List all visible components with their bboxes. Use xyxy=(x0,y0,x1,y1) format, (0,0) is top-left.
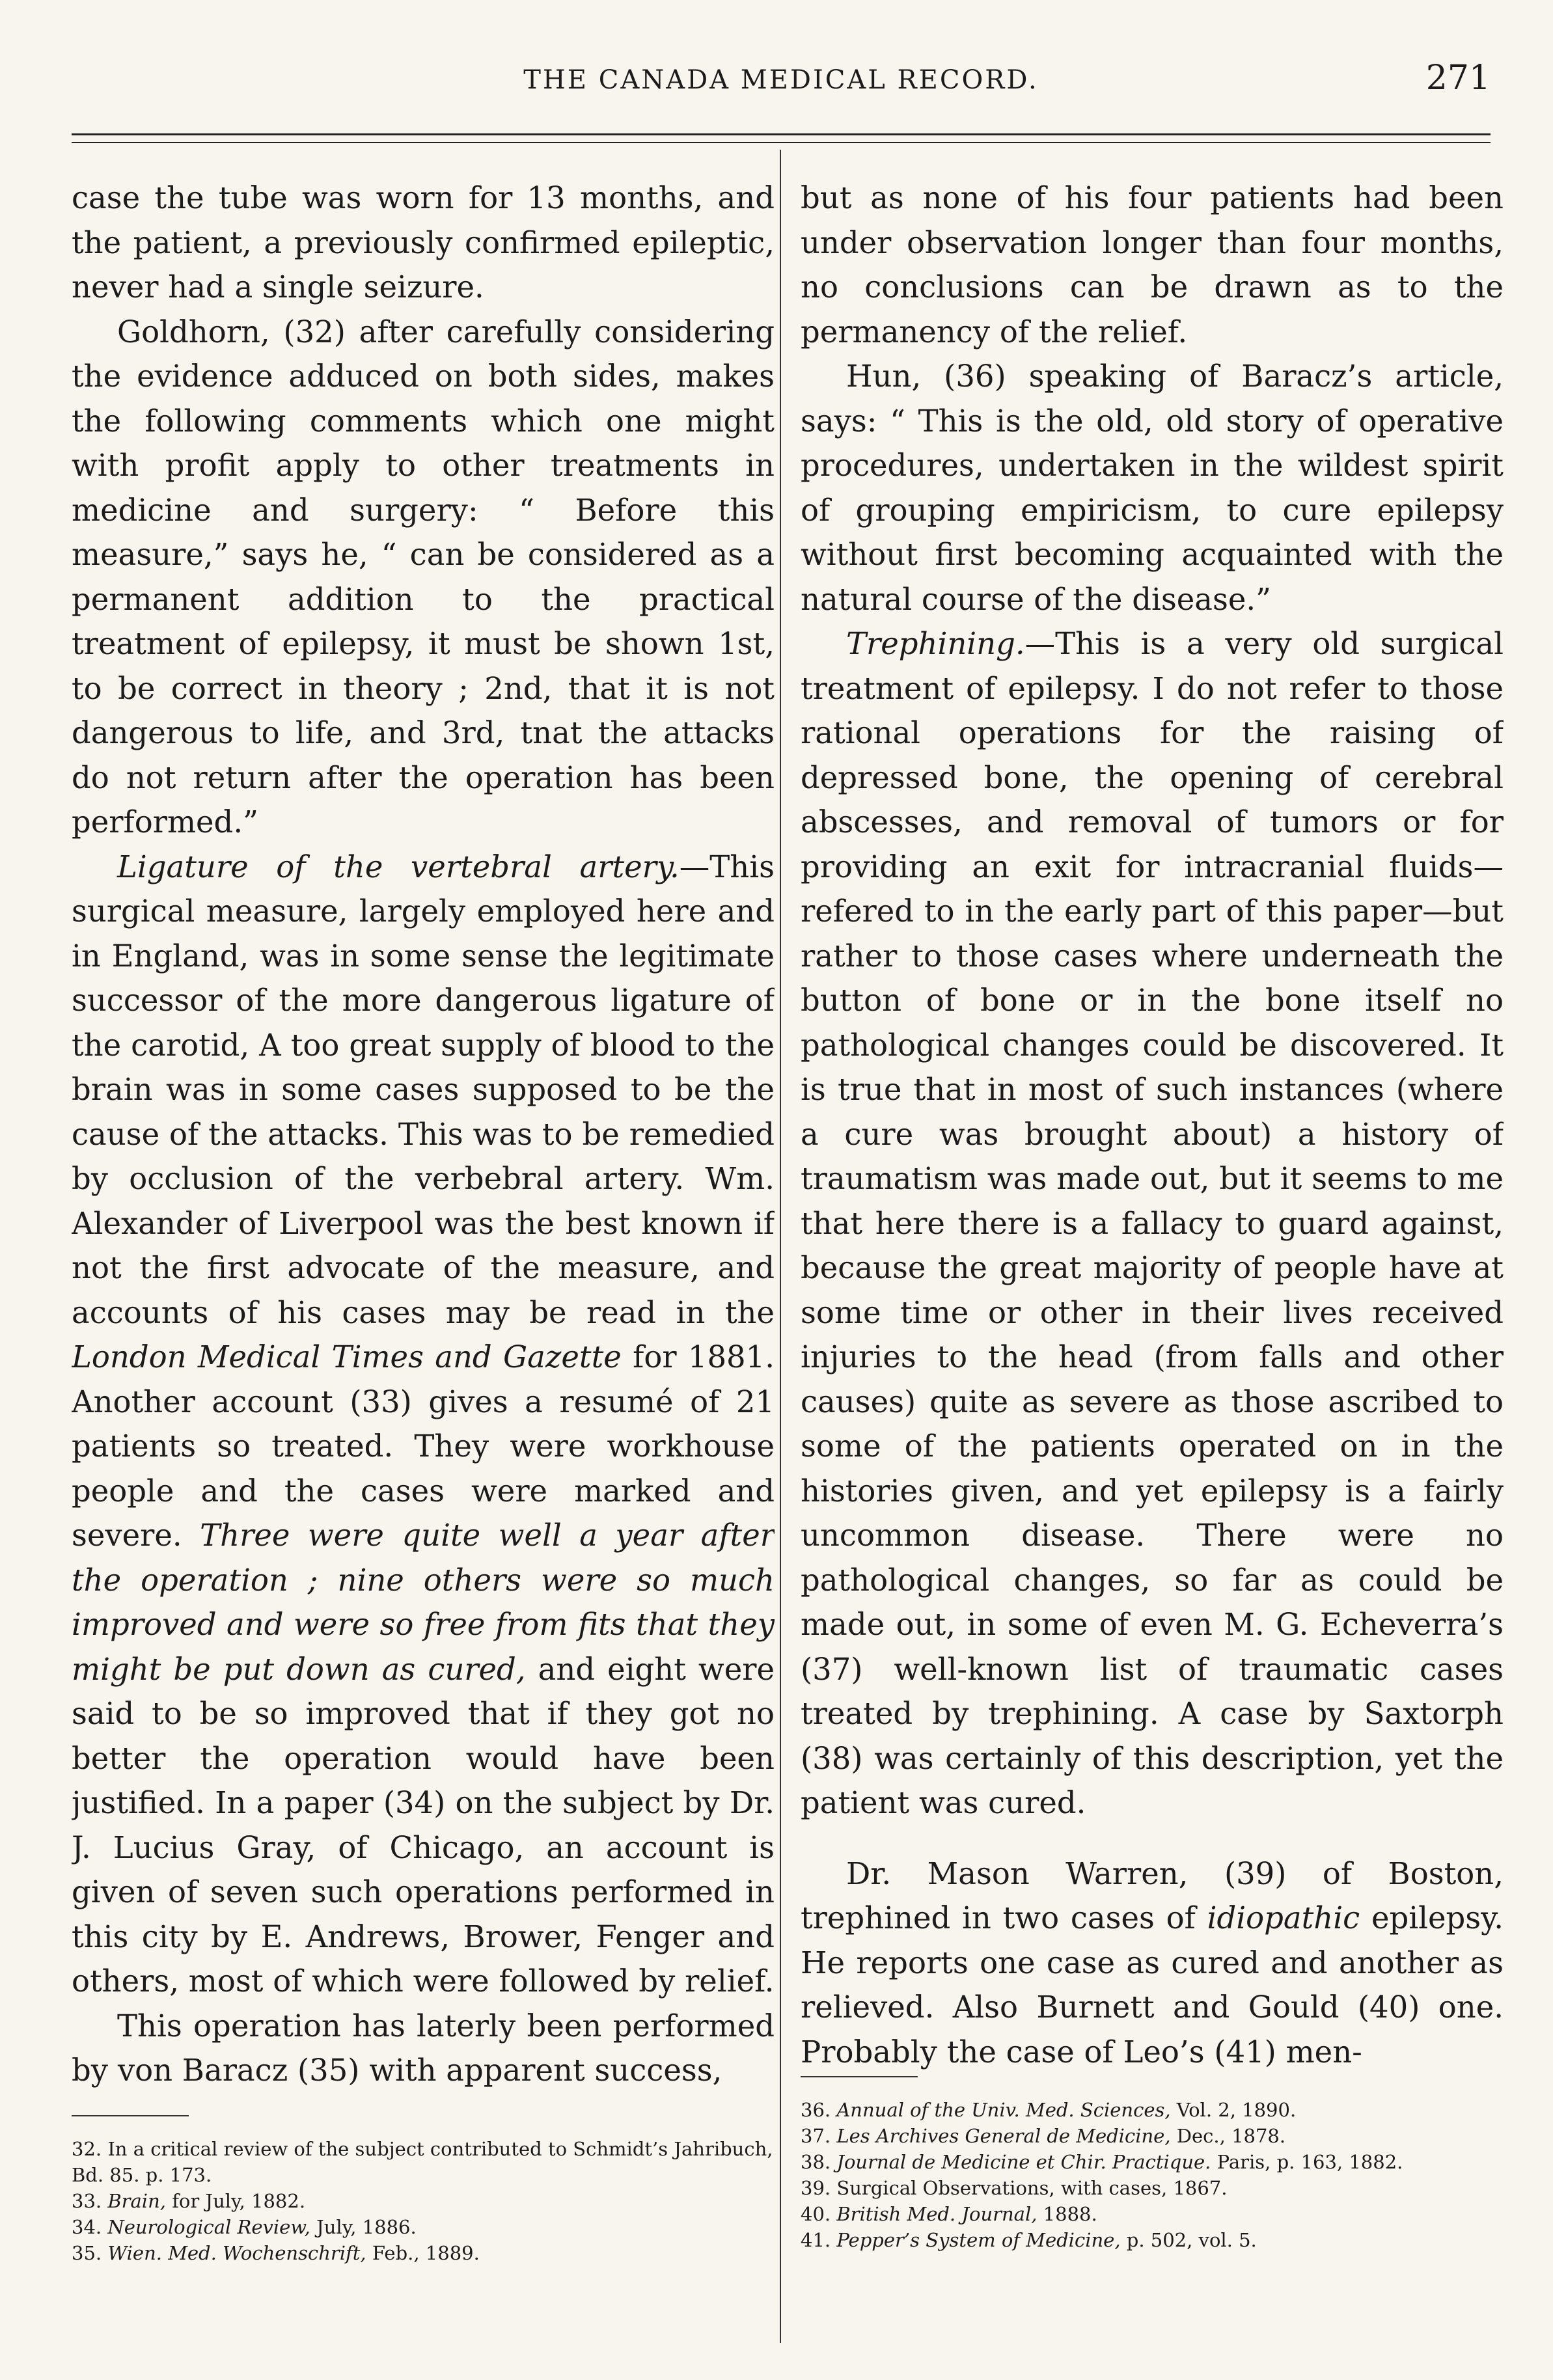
footnote: 36. Annual of the Univ. Med. Sciences, Vol. 2, 1890. xyxy=(801,2099,1297,2121)
left-footnotes xyxy=(72,2115,775,2266)
column-divider xyxy=(780,150,781,2343)
footnote: 38. Journal de Medicine et Chir. Practique. Paris, p. 163, 1882. xyxy=(801,2151,1403,2173)
left-body xyxy=(72,176,775,2093)
footnote: 41. Pepper’s System of Medicine, p. 502, vol. 5. xyxy=(801,2229,1257,2251)
journal-title: London Medical Times and Gazette xyxy=(72,1339,622,1375)
section-heading: Trephining. xyxy=(846,626,1025,661)
footnote: 35. Wien. Med. Wochenschrift, Feb., 1889. xyxy=(72,2242,480,2264)
footnote: 37. Les Archives General de Medicine, Dec., 1878. xyxy=(801,2125,1286,2147)
paragraph: Hun, (36) speaking of Baracz’s article, says: “ This is the old, old story of operative procedures, undertaken in the wildest spirit of grouping empiricism, to cure epilepsy without first becoming acquainted with the natural course of the disease.” xyxy=(801,359,1504,617)
right-body xyxy=(801,176,1504,2074)
paragraph: Trephining.—This is a very old surgical treatment of epilepsy. I do not refer to those rational operations for the raising of depressed bone, the opening of cerebral abscesses, and removal of tumors or for providing an exit for intracranial fluids—refered to in the early part of this paper—but rather to those cases where underneath the button of bone or in the bone itself no pathological changes could be discovered. It is true that in most of such instances (where a cure was brought about) a history of traumatism was made out, but it seems to me that here there is a fallacy to guard against, because the great majority of people have at some time or other in their lives received injuries to the head (from falls and other causes) quite as severe as those ascribed to some of the patients operated on in the histories given, and yet epilepsy is a fairly uncommon disease. There were no pathological changes, so far as could be made out, in some of even M. G. Echeverra’s (37) well-known list of traumatic cases treated by trephining. A case by Saxtorph (38) was certainly of this description, yet the patient was cured. xyxy=(801,626,1504,1820)
paragraph: case the tube was worn for 13 months, and the patient, a previously confirmed epileptic, never had a single seizure. xyxy=(72,180,775,305)
footnote: 40. British Med. Journal, 1888. xyxy=(801,2203,1097,2225)
paragraph: but as none of his four patients had been under observation longer than four months, no conclusions can be drawn as to the permanency of the relief. xyxy=(801,180,1504,349)
emphasis: idiopathic xyxy=(1207,1900,1360,1935)
footnote: 32. In a critical review of the subject contributed to Schmidt’s Jahribuch, Bd. 85. p. 173. xyxy=(72,2138,773,2186)
page-header xyxy=(72,59,1491,124)
running-title: THE CANADA MEDICAL RECORD. xyxy=(523,65,1039,95)
right-footnotes xyxy=(801,2076,1504,2253)
footnote: 34. Neurological Review, July, 1886. xyxy=(72,2216,417,2238)
footnote: 39. Surgical Observations, with cases, 1867. xyxy=(801,2177,1228,2199)
page-number: 271 xyxy=(1425,59,1491,98)
footnote: 33. Brain, for July, 1882. xyxy=(72,2190,306,2212)
footnote-rule xyxy=(801,2076,918,2077)
paragraph: This operation has laterly been performed by von Baracz (35) with apparent success, xyxy=(72,2008,775,2088)
paragraph: Goldhorn, (32) after carefully considering the evidence adduced on both sides, makes the following comments which one might with profit apply to other treatments in medicine and surgery: “ Before this measure,” says he, “ can be considered as a permanent addition to the practical treatment of epilepsy, it must be shown 1st, to be correct in theory ; 2nd, that it is not dangerous to life, and 3rd, tnat the attacks do not return after the operation has been performed.” xyxy=(72,314,775,840)
paragraph: Ligature of the vertebral artery.—This surgical measure, largely employed here and in England, was in some sense the legitimate successor of the more dangerous ligature of the carotid, A too great supply of blood to the brain was in some cases supposed to be the cause of the attacks. This was to be remedied by occlusion of the verbebral artery. Wm. Alexander of Liverpool was the best known if not the first advocate of the measure, and accounts of his cases may be read in the London Medical Times and Gazette for 1881. Another account (33) gives a resumé of 21 patients so treated. They were workhouse people and the cases were marked and severe. Three were quite well a year after the operation ; nine others were so much improved and were so free from fits that they might be put down as cured, and eight were said to be so improved that if they got no better the operation would have been justified. In a paper (34) on the subject by Dr. J. Lucius Gray, of Chicago, an account is given of seven such operations performed in this city by E. Andrews, Brower, Fenger and others, most of which were followed by relief. xyxy=(72,849,775,1999)
paragraph: Dr. Mason Warren, (39) of Boston, trephined in two cases of idiopathic epilepsy. He reports one case as cured and another as relieved. Also Burnett and Gould (40) one. Probably the case of Leo’s (41) men- xyxy=(801,1855,1504,2070)
emphasis: Three were quite well a year after the operation ; nine others were so much improved and were so free from fits that they might be put down as cured, xyxy=(72,1518,775,1687)
left-column xyxy=(72,176,775,2369)
footnote-rule xyxy=(72,2115,189,2116)
header-rule-bottom xyxy=(72,142,1491,143)
section-heading: Ligature of the vertebral artery. xyxy=(117,849,680,884)
header-rule-top xyxy=(72,133,1491,135)
right-column xyxy=(801,176,1504,2369)
